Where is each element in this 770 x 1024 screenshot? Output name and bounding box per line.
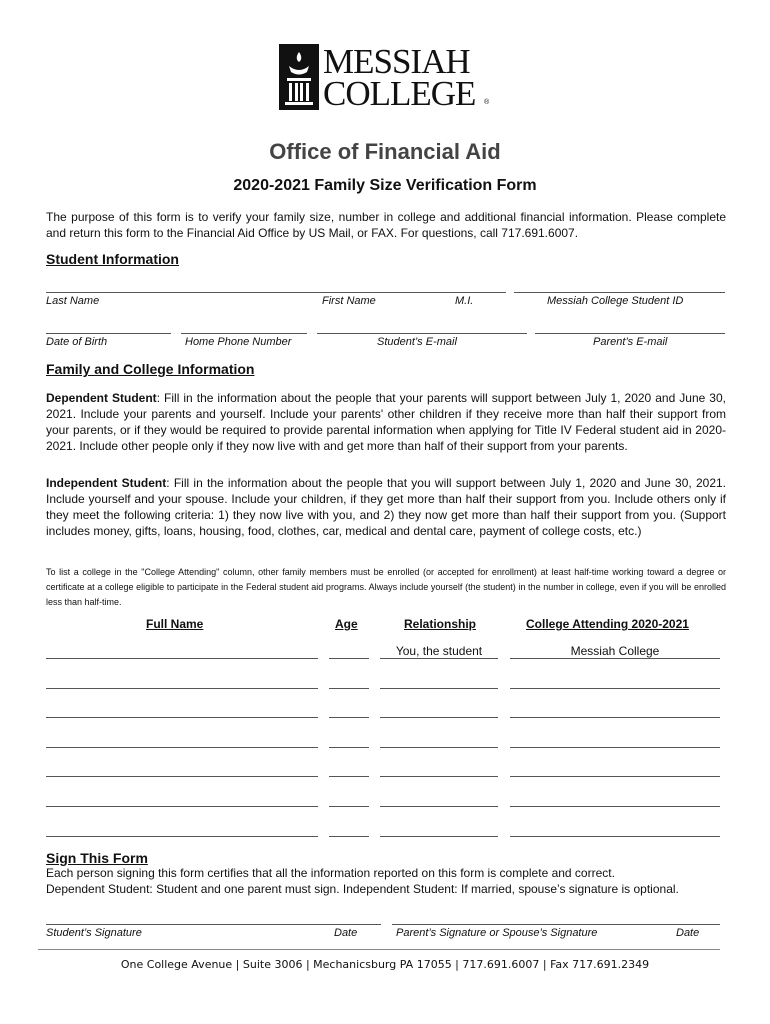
- mi-label: M.I.: [455, 295, 474, 307]
- student-signature-label: Student’s Signature: [46, 927, 142, 939]
- independent-paragraph: [46, 475, 726, 539]
- table-row-name-line[interactable]: [46, 836, 318, 837]
- sign-line1: Each person signing this form certifies that all the information reported on this form is complete and correct.: [46, 866, 615, 880]
- footer-address: One College Avenue | Suite 3006 | Mechanicsburg PA 17055 | 717.691.6007 | Fax 717.691.2349: [120, 958, 650, 971]
- student-email-line[interactable]: [317, 333, 527, 334]
- table-row-relationship-line[interactable]: [380, 836, 498, 837]
- parent-signature-line[interactable]: [392, 924, 720, 925]
- independent-text: : Fill in the information about the people that you will support between July 1, 2020 and June 30, 2021. Include yourself and your spouse. Include your children, if they get more than half their support from you. Include others only if they meet the following criteria: 1) they now live with you, and 2) they now get more than half their support from you. (Support includes money, gifts, loans, housing, food, clothes, car, medical and dental care, payment of college costs, etc.): [46, 476, 727, 538]
- table-row-age-line[interactable]: [329, 688, 369, 689]
- dob-label: Date of Birth: [46, 336, 108, 348]
- table-row-college-line[interactable]: [510, 806, 720, 807]
- parent-email-line[interactable]: [535, 333, 725, 334]
- table-row-name-line[interactable]: [46, 747, 318, 748]
- table-row-relationship-line[interactable]: [380, 658, 498, 659]
- table-row-college-line[interactable]: [510, 688, 720, 689]
- first-row-relationship: You, the student: [395, 644, 483, 658]
- sign-line2: Dependent Student: Student and one parent must sign. Independent Student: If married, spouse’s signature is optional.: [46, 882, 679, 896]
- dependent-label: Dependent Student: [46, 391, 157, 405]
- parent-signature-label: Parent’s Signature or Spouse’s Signature: [396, 927, 598, 939]
- messiah-college-logo: [279, 42, 491, 113]
- parent-email-label: Parent’s E-mail: [593, 336, 668, 348]
- table-row-age-line[interactable]: [329, 747, 369, 748]
- table-row-age-line[interactable]: [329, 658, 369, 659]
- student-date-label: Date: [334, 927, 358, 939]
- dependent-text: : Fill in the information about the people that your parents will support between July 1, 2020 and June 30, 2021. Include your parents and yourself. Include your parents' other children if they receive more than half their support from your parents, or if they would be required to provide parental information when applying for Title IV Federal student aid in 2020-2021. Include other people only if they now live with and get more than half of their support from your parents.: [46, 391, 726, 453]
- table-row-relationship-line[interactable]: [380, 776, 498, 777]
- table-row-age-line[interactable]: [329, 776, 369, 777]
- table-row-name-line[interactable]: [46, 776, 318, 777]
- student-info-heading: Student Information: [46, 251, 179, 267]
- parent-date-label: Date: [676, 927, 700, 939]
- student-signature-line[interactable]: [46, 924, 381, 925]
- table-row-age-line[interactable]: [329, 836, 369, 837]
- first-row-college: Messiah College: [570, 644, 660, 658]
- independent-label: Independent Student: [46, 476, 167, 490]
- registered-mark: ®: [484, 99, 490, 106]
- sign-heading: Sign This Form: [46, 850, 148, 866]
- student-id-line[interactable]: [514, 292, 725, 293]
- form-title: 2020-2021 Family Size Verification Form: [233, 177, 537, 194]
- lamp-emblem-icon: [279, 44, 319, 110]
- home-phone-line[interactable]: [181, 333, 307, 334]
- table-row-name-line[interactable]: [46, 658, 318, 659]
- logo-word-college: COLLEGE: [323, 74, 476, 113]
- table-row-college-line[interactable]: [510, 747, 720, 748]
- table-row-college-line[interactable]: [510, 717, 720, 718]
- home-phone-label: Home Phone Number: [185, 336, 292, 348]
- table-row-relationship-line[interactable]: [380, 717, 498, 718]
- table-row-relationship-line[interactable]: [380, 747, 498, 748]
- table-row-name-line[interactable]: [46, 688, 318, 689]
- family-info-heading: Family and College Information: [46, 361, 255, 377]
- intro-paragraph: The purpose of this form is to verify your family size, number in college and additional financial information. Please complete and return this form to the Financial Aid Office by US Mail, or FAX. For questions, call 717.691.6007.: [46, 210, 726, 240]
- table-row-college-line[interactable]: [510, 836, 720, 837]
- dob-line[interactable]: [46, 333, 171, 334]
- col-header-college: College Attending 2020-2021: [526, 617, 689, 631]
- col-header-full-name: Full Name: [146, 617, 204, 631]
- col-header-relationship: Relationship: [404, 617, 477, 631]
- table-row-relationship-line[interactable]: [380, 688, 498, 689]
- table-row-name-line[interactable]: [46, 806, 318, 807]
- student-email-label: Student’s E-mail: [377, 336, 457, 348]
- table-row-age-line[interactable]: [329, 717, 369, 718]
- col-header-age: Age: [335, 617, 358, 631]
- college-note: To list a college in the "College Attending" column, other family members must be enrolled (or accepted for enrollment) at least half-time working toward a degree or certificate at a college eligible to participate in the Federal student aid programs. Always include yourself (the student) in the number in college, even if you will be enrolled less than half-time.: [46, 567, 726, 607]
- office-title: Office of Financial Aid: [269, 139, 501, 164]
- student-id-label: Messiah College Student ID: [547, 295, 684, 307]
- table-row-college-line[interactable]: [510, 658, 720, 659]
- footer-divider: [38, 949, 720, 950]
- first-name-label: First Name: [322, 295, 376, 307]
- last-name-label: Last Name: [46, 295, 100, 307]
- table-row-age-line[interactable]: [329, 806, 369, 807]
- table-row-college-line[interactable]: [510, 776, 720, 777]
- dependent-paragraph: [46, 390, 726, 454]
- table-row-name-line[interactable]: [46, 717, 318, 718]
- name-line[interactable]: [46, 292, 506, 293]
- logo-word-messiah: MESSIAH: [323, 42, 470, 81]
- table-row-relationship-line[interactable]: [380, 806, 498, 807]
